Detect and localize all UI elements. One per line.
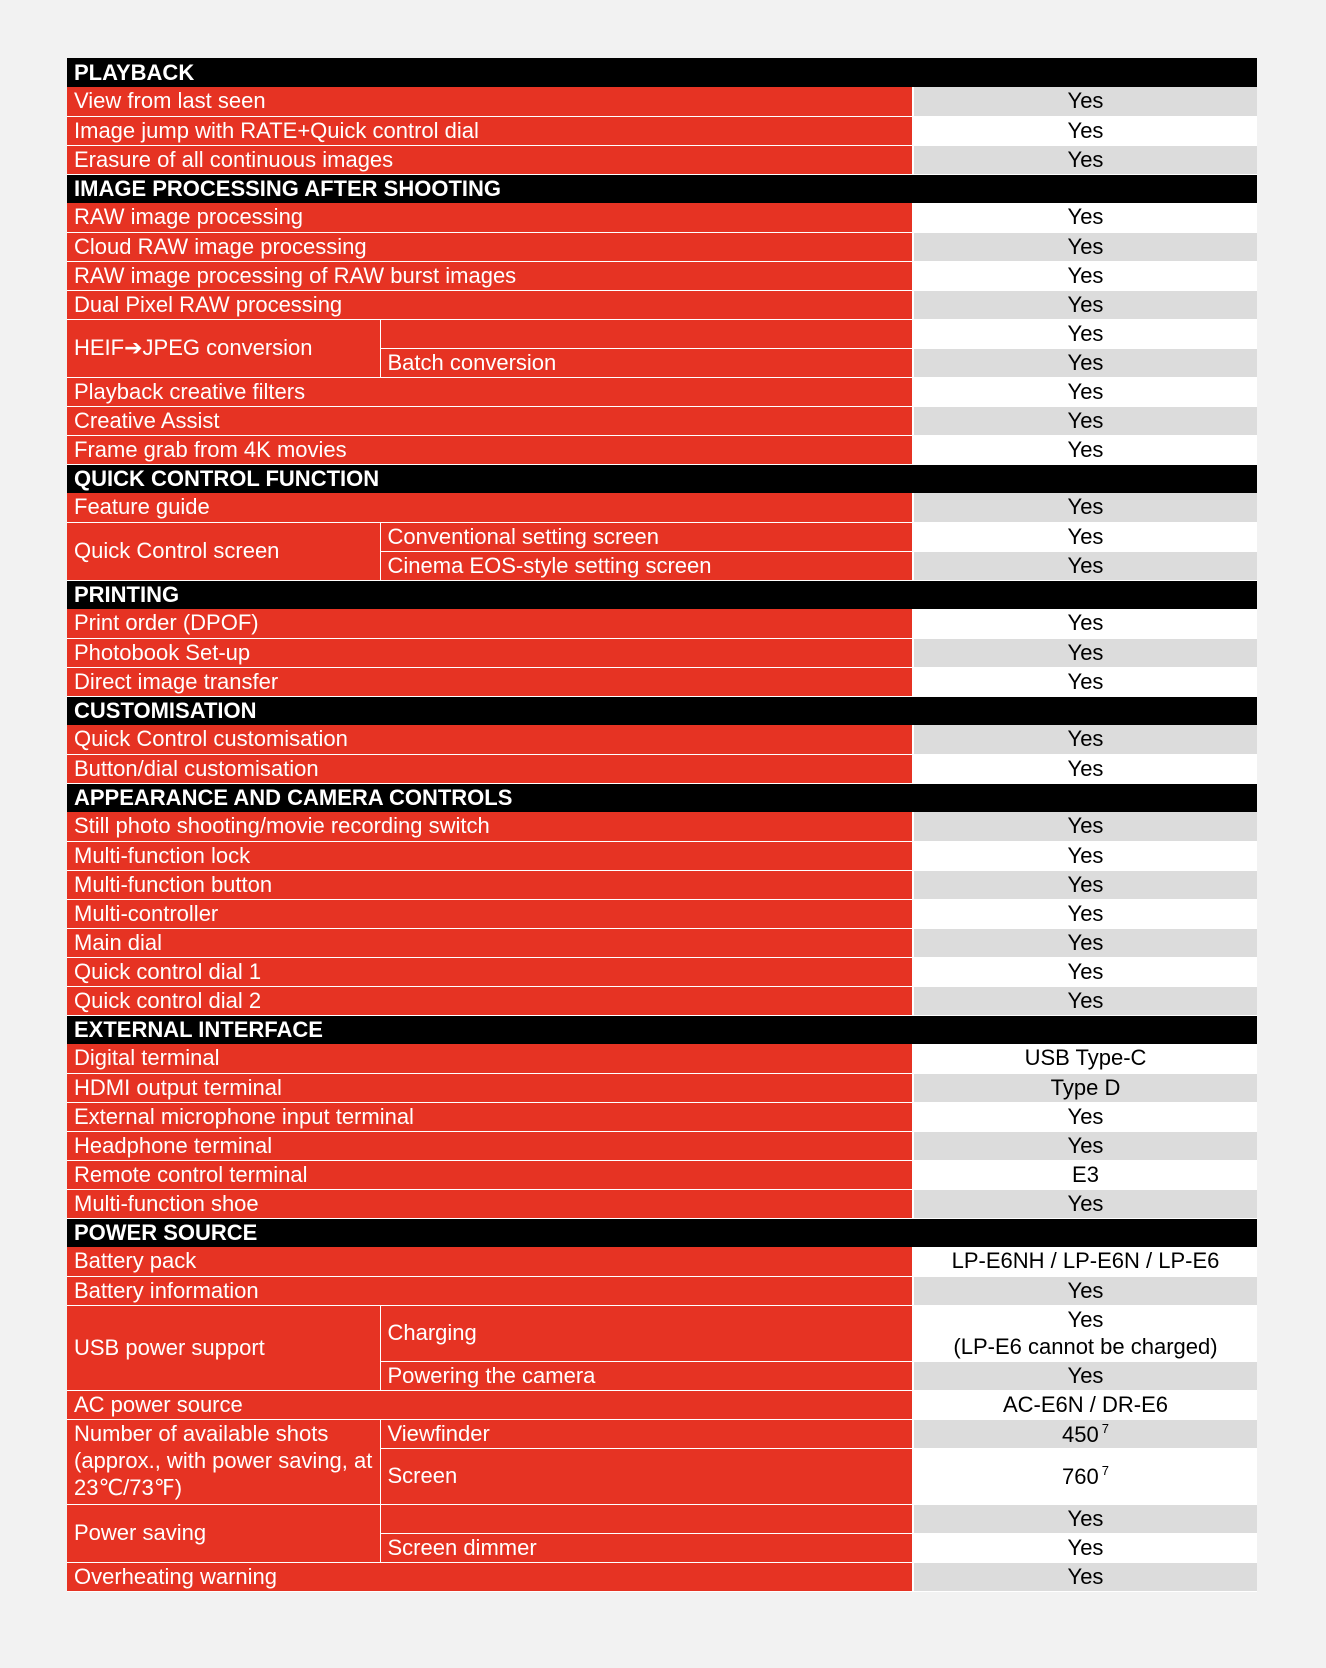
row-label: Button/dial customisation [67, 754, 913, 783]
row-label: Dual Pixel RAW processing [67, 290, 913, 319]
footnote-marker: 7 [1101, 1420, 1109, 1436]
table-row [67, 1189, 1257, 1218]
row-label: Quick Control customisation [67, 725, 913, 754]
row-value: USB Type-C [913, 1044, 1257, 1073]
table-row [67, 1247, 1257, 1276]
row-label: Headphone terminal [67, 1131, 913, 1160]
spec-table [67, 58, 1257, 1592]
table-row [67, 522, 1257, 551]
row-label: Power saving [67, 1504, 380, 1562]
section-title: IMAGE PROCESSING AFTER SHOOTING [67, 174, 1257, 203]
row-value: Yes [913, 986, 1257, 1015]
section-header-row [67, 464, 1257, 493]
row-label: Cloud RAW image processing [67, 232, 913, 261]
section-header-row [67, 1218, 1257, 1247]
table-row [67, 493, 1257, 522]
row-label: USB power support [67, 1305, 380, 1390]
table-row [67, 957, 1257, 986]
row-value: Yes [913, 928, 1257, 957]
row-value: Yes [913, 957, 1257, 986]
table-row [67, 609, 1257, 638]
row-value [913, 1305, 1257, 1361]
table-row [67, 145, 1257, 174]
row-value: Yes [913, 87, 1257, 116]
row-label: Main dial [67, 928, 913, 957]
row-sublabel: Conventional setting screen [380, 522, 913, 551]
row-value: Yes [913, 638, 1257, 667]
table-row [67, 1160, 1257, 1189]
section-header-row [67, 174, 1257, 203]
row-label: Multi-function shoe [67, 1189, 913, 1218]
row-value-number: 450 [1062, 1421, 1099, 1447]
table-row [67, 1044, 1257, 1073]
section-title: EXTERNAL INTERFACE [67, 1015, 1257, 1044]
table-row [67, 377, 1257, 406]
row-label: Image jump with RATE+Quick control dial [67, 116, 913, 145]
row-value: Yes [913, 290, 1257, 319]
row-sublabel [380, 319, 913, 348]
row-label: Erasure of all continuous images [67, 145, 913, 174]
table-row [67, 1419, 1257, 1448]
row-value: Yes [913, 348, 1257, 377]
section-header-row [67, 580, 1257, 609]
row-value: Yes [913, 1361, 1257, 1390]
row-value: Yes [913, 1102, 1257, 1131]
table-row [67, 1562, 1257, 1591]
table-row [67, 87, 1257, 116]
row-value: Yes [913, 725, 1257, 754]
table-row [67, 1073, 1257, 1102]
row-label: AC power source [67, 1390, 913, 1419]
row-label: Quick Control screen [67, 522, 380, 580]
row-label: Direct image transfer [67, 667, 913, 696]
row-value: Yes [913, 203, 1257, 232]
row-value: AC-E6N / DR-E6 [913, 1390, 1257, 1419]
row-value: Yes [913, 754, 1257, 783]
row-value: Yes [913, 493, 1257, 522]
row-label: Quick control dial 2 [67, 986, 913, 1015]
row-label: Multi-function lock [67, 841, 913, 870]
table-row [67, 290, 1257, 319]
section-title: POWER SOURCE [67, 1218, 1257, 1247]
row-value: Yes [913, 870, 1257, 899]
table-row [67, 1102, 1257, 1131]
table-row [67, 1305, 1257, 1361]
table-row [67, 667, 1257, 696]
row-value: Yes [913, 609, 1257, 638]
row-label: Multi-function button [67, 870, 913, 899]
row-sublabel: Powering the camera [380, 1361, 913, 1390]
section-title: QUICK CONTROL FUNCTION [67, 464, 1257, 493]
row-value: Yes [913, 1504, 1257, 1533]
row-label: Remote control terminal [67, 1160, 913, 1189]
row-label: RAW image processing [67, 203, 913, 232]
section-header-row [67, 696, 1257, 725]
table-row [67, 1131, 1257, 1160]
row-label: Print order (DPOF) [67, 609, 913, 638]
row-sublabel: Batch conversion [380, 348, 913, 377]
row-value-note: (LP-E6 cannot be charged) [953, 1333, 1218, 1359]
row-value-line: Yes [1067, 1306, 1104, 1332]
row-label: HEIF➔JPEG conversion [67, 319, 380, 377]
row-value: Yes [913, 551, 1257, 580]
row-label: Multi-controller [67, 899, 913, 928]
table-row [67, 638, 1257, 667]
table-row [67, 725, 1257, 754]
table-row [67, 203, 1257, 232]
table-row [67, 1276, 1257, 1305]
row-label: Feature guide [67, 493, 913, 522]
table-row [67, 841, 1257, 870]
row-value: Yes [913, 1276, 1257, 1305]
footnote-marker: 7 [1101, 1463, 1109, 1478]
row-value: Yes [913, 406, 1257, 435]
row-value: Yes [913, 319, 1257, 348]
row-value [913, 1448, 1257, 1504]
row-label: HDMI output terminal [67, 1073, 913, 1102]
table-row [67, 899, 1257, 928]
row-value: Yes [913, 232, 1257, 261]
table-row [67, 406, 1257, 435]
row-value: Yes [913, 1189, 1257, 1218]
row-label: Digital terminal [67, 1044, 913, 1073]
row-value: Type D [913, 1073, 1257, 1102]
table-row [67, 435, 1257, 464]
row-sublabel: Screen dimmer [380, 1533, 913, 1562]
row-value: Yes [913, 435, 1257, 464]
row-value: Yes [913, 522, 1257, 551]
row-sublabel [380, 1504, 913, 1533]
table-row [67, 261, 1257, 290]
row-label: External microphone input terminal [67, 1102, 913, 1131]
row-value: Yes [913, 899, 1257, 928]
table-row [67, 870, 1257, 899]
row-label: Frame grab from 4K movies [67, 435, 913, 464]
row-value: E3 [913, 1160, 1257, 1189]
row-value: Yes [913, 667, 1257, 696]
table-row [67, 1504, 1257, 1533]
row-label: Number of available shots (approx., with power saving, at 23℃/73℉) [67, 1419, 380, 1504]
row-value: Yes [913, 377, 1257, 406]
row-label: Photobook Set-up [67, 638, 913, 667]
table-row [67, 986, 1257, 1015]
table-row [67, 116, 1257, 145]
row-label: RAW image processing of RAW burst images [67, 261, 913, 290]
table-row [67, 232, 1257, 261]
row-sublabel: Charging [380, 1305, 913, 1361]
row-sublabel: Viewfinder [380, 1419, 913, 1448]
row-value: Yes [913, 261, 1257, 290]
table-row [67, 928, 1257, 957]
row-sublabel: Cinema EOS-style setting screen [380, 551, 913, 580]
row-value-number: 760 [1062, 1464, 1099, 1489]
row-value: Yes [913, 1131, 1257, 1160]
row-value: Yes [913, 1533, 1257, 1562]
row-label: Still photo shooting/movie recording switch [67, 812, 913, 841]
row-value: Yes [913, 841, 1257, 870]
table-row [67, 812, 1257, 841]
row-value: Yes [913, 116, 1257, 145]
section-header-row [67, 1015, 1257, 1044]
section-title: PLAYBACK [67, 58, 1257, 87]
row-label: Overheating warning [67, 1562, 913, 1591]
section-header-row [67, 783, 1257, 812]
row-value [913, 1419, 1257, 1448]
row-sublabel: Screen [380, 1448, 913, 1504]
row-label: Creative Assist [67, 406, 913, 435]
table-row [67, 754, 1257, 783]
row-label: Playback creative filters [67, 377, 913, 406]
section-title: CUSTOMISATION [67, 696, 1257, 725]
section-title: PRINTING [67, 580, 1257, 609]
row-label: Battery pack [67, 1247, 913, 1276]
section-title: APPEARANCE AND CAMERA CONTROLS [67, 783, 1257, 812]
row-value: LP-E6NH / LP-E6N / LP-E6 [913, 1247, 1257, 1276]
table-row [67, 319, 1257, 348]
row-value: Yes [913, 812, 1257, 841]
row-label: Battery information [67, 1276, 913, 1305]
section-header-row [67, 58, 1257, 87]
row-label: Quick control dial 1 [67, 957, 913, 986]
row-label: View from last seen [67, 87, 913, 116]
table-row [67, 1390, 1257, 1419]
row-value: Yes [913, 1562, 1257, 1591]
row-value: Yes [913, 145, 1257, 174]
